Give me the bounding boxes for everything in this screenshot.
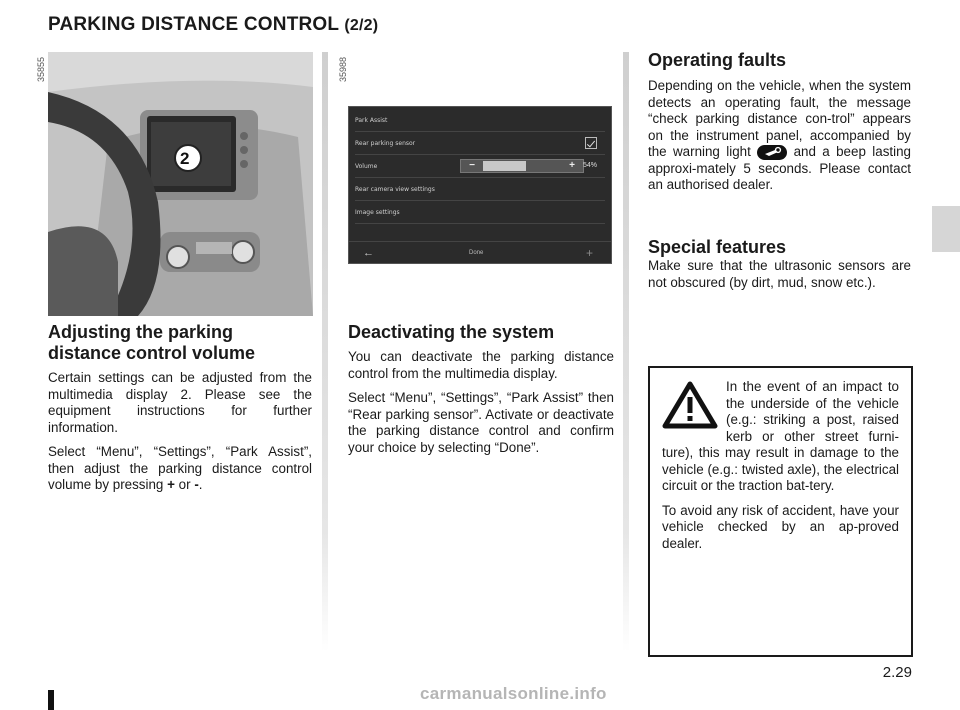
callout-number: 2	[180, 149, 190, 168]
page-title: PARKING DISTANCE CONTROL (2/2)	[48, 14, 379, 35]
page-title-suffix: (2/2)	[344, 17, 379, 34]
warning-paragraph-2: To avoid any risk of accident, have your vehicle checked by an ap-proved dealer.	[662, 502, 899, 551]
multimedia-screen-illustration	[348, 106, 612, 264]
deactivating-body	[348, 349, 614, 464]
warning-triangle-icon	[662, 381, 718, 429]
deactivating-paragraph-2: Select “Menu”, “Settings”, “Park Assist” then “Rear parking sensor”. Activate or deactivate the parking distance control and confirm your choice by selecting “Done”.	[348, 390, 614, 455]
operating-faults-paragraph: Depending on the vehicle, when the system detects an operating fault, the message “check parking distance con-trol” appears on the instrument panel, accompanied by the warning light and a beep lasting approxi-mately 5 seconds. Please contact an authorised dealer.	[648, 78, 911, 192]
corner-mark	[48, 690, 54, 710]
section-heading-operating-faults: Operating faults	[648, 50, 787, 70]
special-features-paragraph: Make sure that the ultrasonic sensors are not obscured (by dirt, mud, snow etc.).	[648, 258, 911, 290]
section-heading-adjusting: Adjusting the parking distance control volume	[48, 322, 256, 363]
adjusting-paragraph-1: Certain settings can be adjusted from the multimedia display 2. Please see the equipment instructions for further information.	[48, 370, 312, 435]
page-number: 2.29	[882, 664, 912, 681]
dashboard-illustration	[48, 52, 313, 316]
add-icon: +	[585, 245, 593, 260]
volume-percent: 54%	[582, 162, 597, 169]
volume-fill	[483, 161, 526, 171]
warning-paragraph-1: In the event of an impact to the underside of the vehicle (e.g.: striking a post, raised kerb or other street furni-ture), this may result in damage to the vehicle (e.g.: twisted axle), the electrical circuit or the traction bat-tery.	[662, 379, 899, 493]
screen-footer	[349, 241, 611, 263]
screen-row-volume: Volume − + 54%	[355, 155, 605, 178]
special-features-body	[648, 258, 911, 299]
section-heading-deactivating: Deactivating the system	[348, 322, 555, 342]
warning-light-icon	[757, 145, 787, 160]
section-heading-special-features: Special features	[648, 237, 787, 257]
deactivating-paragraph-1: You can deactivate the parking distance control from the multimedia display.	[348, 349, 614, 381]
column-divider	[322, 52, 328, 652]
photo-code: 35988	[338, 56, 348, 82]
screen-row-rear-parking-sensor: Rear parking sensor	[355, 132, 605, 155]
warning-box	[648, 366, 913, 657]
chapter-tab-marker	[932, 206, 960, 252]
volume-slider	[460, 159, 584, 173]
column-divider	[623, 52, 629, 652]
operating-faults-body	[648, 78, 911, 202]
volume-plus-icon: +	[569, 160, 575, 171]
screen-row-rear-camera: Rear camera view settings	[355, 178, 605, 201]
volume-minus-icon: −	[469, 160, 475, 171]
checkbox-icon	[585, 137, 597, 149]
photo-code: 35855	[36, 56, 46, 82]
back-arrow-icon: ←	[363, 246, 374, 259]
screen-row-park-assist: Park Assist	[355, 109, 605, 132]
adjusting-paragraph-2: Select “Menu”, “Settings”, “Park Assist”, then adjust the parking distance control volume by pressing + or -.	[48, 444, 312, 492]
done-label: Done	[469, 249, 484, 256]
adjusting-body	[48, 370, 312, 502]
watermark: carmanualsonline.info	[420, 684, 607, 703]
screen-row-image-settings: Image settings	[355, 201, 605, 224]
